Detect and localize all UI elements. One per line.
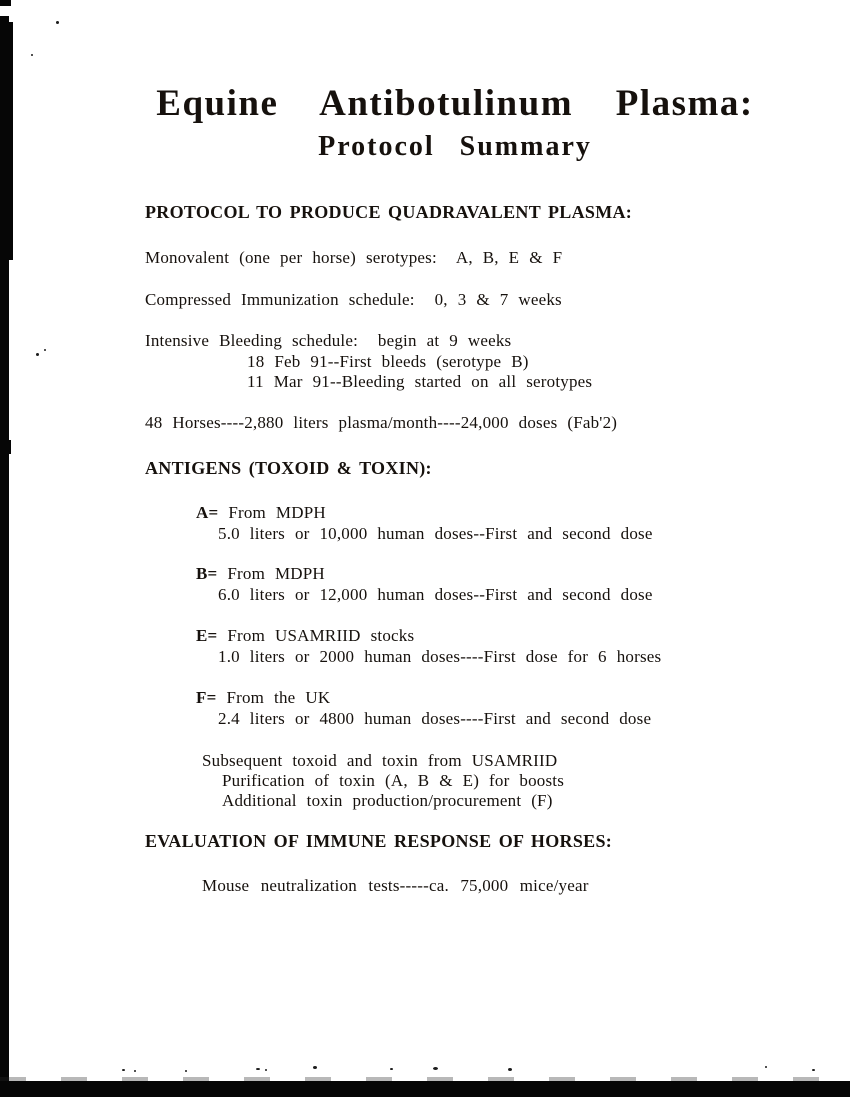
scan-speck xyxy=(31,54,33,56)
line-subsequent-toxoid: Subsequent toxoid and toxin from USAMRIID xyxy=(202,751,558,770)
scan-edge-left-bar xyxy=(0,16,9,1097)
document-title-line2: Protocol Summary xyxy=(318,130,592,162)
section-heading-antigens: ANTIGENS (TOXOID & TOXIN): xyxy=(145,458,432,478)
antigen-f-source-line xyxy=(196,688,330,708)
scan-speck xyxy=(812,1069,815,1071)
antigen-b-detail-line: 6.0 liters or 12,000 human doses--First and second dose xyxy=(218,585,653,604)
line-bleeding-schedule: Intensive Bleeding schedule: begin at 9 weeks xyxy=(145,331,512,350)
antigen-a-detail-line: 5.0 liters or 10,000 human doses--First and second dose xyxy=(218,524,653,543)
document-title-line1: Equine Antibotulinum Plasma: xyxy=(156,83,754,124)
scan-edge-bottom-bar xyxy=(0,1081,850,1097)
scan-speck xyxy=(265,1069,267,1071)
antigen-e-label: E= xyxy=(196,626,218,645)
antigen-f-source: From the UK xyxy=(226,688,331,707)
scan-speck xyxy=(122,1069,125,1071)
antigen-a-source: From MDPH xyxy=(228,503,326,522)
scan-speck xyxy=(44,349,46,351)
line-additional-production: Additional toxin production/procurement (F) xyxy=(222,791,553,810)
scan-edge-notch xyxy=(0,0,11,6)
scan-speck xyxy=(765,1066,767,1068)
line-mouse-neutralization: Mouse neutralization tests-----ca. 75,000 mice/year xyxy=(202,876,589,895)
scan-speck xyxy=(313,1066,317,1069)
line-purification-boosts: Purification of toxin (A, B & E) for boosts xyxy=(222,771,565,790)
antigen-a-label: A= xyxy=(196,503,219,522)
scan-speck xyxy=(390,1068,393,1070)
antigen-f-label: F= xyxy=(196,688,217,707)
scan-speck xyxy=(56,21,59,24)
scan-edge-left-bar-wide xyxy=(9,22,13,260)
antigen-a-source-line xyxy=(196,503,326,523)
line-production-summary: 48 Horses----2,880 liters plasma/month----24,000 doses (Fab'2) xyxy=(145,413,618,432)
antigen-f-detail-line: 2.4 liters or 4800 human doses----First and second dose xyxy=(218,709,652,728)
line-monovalent-serotypes: Monovalent (one per horse) serotypes: A, B, E & F xyxy=(145,248,563,267)
scan-speck xyxy=(134,1070,136,1072)
antigen-e-source: From USAMRIID stocks xyxy=(227,626,415,645)
scan-speck xyxy=(185,1070,187,1072)
scan-speck xyxy=(36,353,39,356)
antigen-b-source-line xyxy=(196,564,325,584)
scan-speck xyxy=(433,1067,438,1070)
line-immunization-schedule: Compressed Immunization schedule: 0, 3 & 7 weeks xyxy=(145,290,562,309)
section-heading-evaluation: EVALUATION OF IMMUNE RESPONSE OF HORSES: xyxy=(145,831,613,851)
line-bleeding-all-serotypes: 11 Mar 91--Bleeding started on all serotypes xyxy=(247,372,593,391)
scan-speck xyxy=(256,1068,260,1070)
scan-speck xyxy=(508,1068,512,1071)
section-heading-protocol: PROTOCOL TO PRODUCE QUADRAVALENT PLASMA: xyxy=(145,202,633,222)
antigen-e-detail-line: 1.0 liters or 2000 human doses----First dose for 6 horses xyxy=(218,647,662,666)
line-bleeding-first-bleeds: 18 Feb 91--First bleeds (serotype B) xyxy=(247,352,529,371)
scan-edge-left-tick xyxy=(9,440,11,454)
antigen-b-label: B= xyxy=(196,564,218,583)
antigen-b-source: From MDPH xyxy=(227,564,325,583)
antigen-e-source-line xyxy=(196,626,414,646)
document-title-block xyxy=(142,84,768,163)
